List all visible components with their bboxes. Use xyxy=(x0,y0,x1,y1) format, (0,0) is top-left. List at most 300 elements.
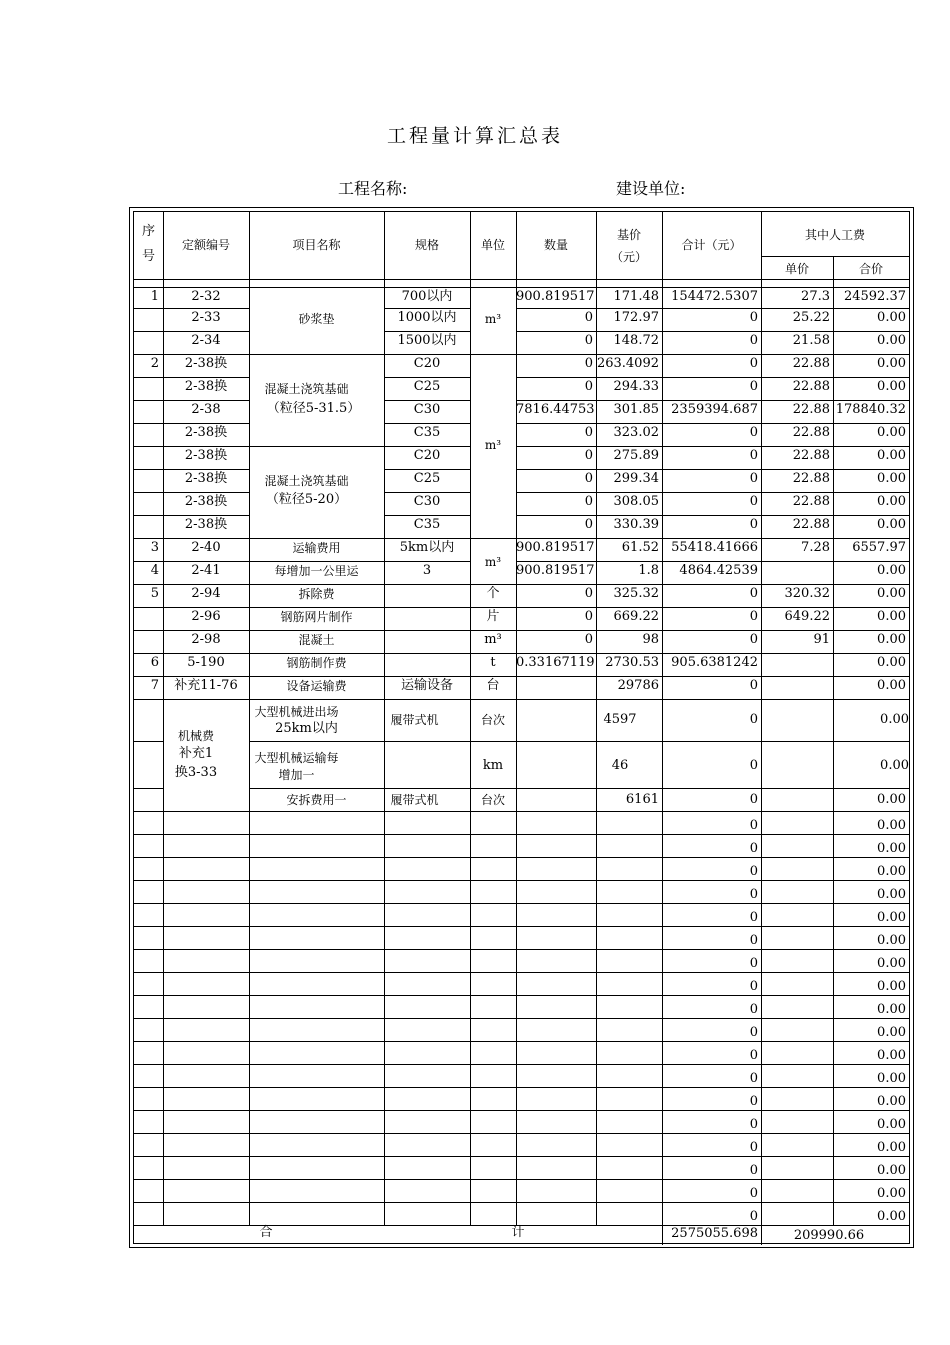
row-line xyxy=(384,331,470,332)
row-line xyxy=(134,423,163,424)
labor-total: 0.00 xyxy=(877,356,906,371)
row-line xyxy=(596,903,662,904)
row-line xyxy=(833,926,909,927)
row-line xyxy=(761,1041,833,1042)
quota-code: 2-34 xyxy=(191,333,221,348)
row-line xyxy=(163,1064,249,1065)
row-line xyxy=(761,1133,833,1134)
row-line xyxy=(596,1064,662,1065)
empty-row-total: 0 xyxy=(749,1025,758,1040)
row-line xyxy=(163,1202,249,1203)
row-line xyxy=(596,538,662,539)
row-line xyxy=(470,584,516,585)
row-line xyxy=(249,653,384,654)
row-line xyxy=(134,354,163,355)
row-line xyxy=(163,1225,249,1226)
row-line xyxy=(249,538,384,539)
labor-total: 0.00 xyxy=(877,517,906,532)
group-name: 混凝土浇筑基础 xyxy=(264,382,349,396)
row-line xyxy=(384,949,470,950)
row-line xyxy=(596,1225,662,1226)
row-line xyxy=(384,811,470,812)
row-line xyxy=(516,423,596,424)
row-line xyxy=(662,400,761,401)
row-line xyxy=(662,903,761,904)
table-frame xyxy=(129,207,914,1248)
row-line xyxy=(761,607,833,608)
item-name: 运输费用 xyxy=(292,541,341,555)
row-line xyxy=(384,741,470,742)
item-price: 301.85 xyxy=(613,402,659,417)
labor-unit: 27.3 xyxy=(801,289,830,304)
row-line xyxy=(134,492,163,493)
row-line xyxy=(516,1064,596,1065)
row-line xyxy=(516,538,596,539)
row-line xyxy=(833,1064,909,1065)
row-line xyxy=(516,788,596,789)
row-line xyxy=(163,584,249,585)
labor-total: 178840.32 xyxy=(835,402,906,417)
row-line xyxy=(662,1133,761,1134)
item-price: 669.22 xyxy=(613,609,659,624)
row-line xyxy=(134,1018,163,1019)
row-line xyxy=(833,972,909,973)
row-number: 6 xyxy=(150,655,159,670)
row-line xyxy=(516,741,596,742)
row-line xyxy=(596,1018,662,1019)
row-line xyxy=(833,492,909,493)
row-line xyxy=(761,1087,833,1088)
row-line xyxy=(134,1041,163,1042)
group-unit: m³ xyxy=(484,555,502,569)
row-line xyxy=(470,880,516,881)
labor-total: 0.00 xyxy=(877,471,906,486)
row-line xyxy=(516,561,596,562)
item-qty: 0 xyxy=(584,379,593,394)
row-line xyxy=(134,1064,163,1065)
row-line xyxy=(833,741,909,742)
labor-unit: 22.88 xyxy=(792,402,830,417)
row-line xyxy=(833,607,909,608)
row-line xyxy=(134,331,163,332)
row-line xyxy=(163,287,249,288)
labor-total: 0.00 xyxy=(877,655,906,670)
row-line xyxy=(833,1041,909,1042)
item-spec: 1500以内 xyxy=(397,333,457,348)
row-line xyxy=(384,903,470,904)
quota-code: 2-94 xyxy=(191,586,221,601)
row-line xyxy=(833,1133,909,1134)
row-line xyxy=(516,1202,596,1203)
row-line xyxy=(596,331,662,332)
row-line xyxy=(163,607,249,608)
item-total: 0 xyxy=(749,678,758,693)
empty-row-labor-total: 0.00 xyxy=(877,1071,906,1086)
item-name: 拆除费 xyxy=(298,587,335,601)
row-line xyxy=(163,492,249,493)
row-line xyxy=(249,1202,384,1203)
row-line xyxy=(761,423,833,424)
row-line xyxy=(516,287,596,288)
row-line xyxy=(163,995,249,996)
item-price: 171.48 xyxy=(613,289,659,304)
row-line xyxy=(833,880,909,881)
row-line xyxy=(833,676,909,677)
row-line xyxy=(833,1179,909,1180)
row-line xyxy=(761,446,833,447)
row-line xyxy=(761,1202,833,1203)
row-line xyxy=(249,811,384,812)
row-line xyxy=(249,446,384,447)
row-line xyxy=(470,857,516,858)
row-line xyxy=(163,377,249,378)
row-line xyxy=(596,788,662,789)
row-line xyxy=(134,538,163,539)
row-line xyxy=(833,1087,909,1088)
row-line xyxy=(516,834,596,835)
row-line xyxy=(833,1156,909,1157)
row-line xyxy=(249,1156,384,1157)
item-total: 154472.5307 xyxy=(671,289,758,304)
row-line xyxy=(163,699,249,700)
row-line xyxy=(761,584,833,585)
row-line xyxy=(516,515,596,516)
empty-row-labor-total: 0.00 xyxy=(877,979,906,994)
row-line xyxy=(596,1133,662,1134)
row-line xyxy=(470,903,516,904)
row-line xyxy=(249,630,384,631)
row-line xyxy=(516,446,596,447)
row-line xyxy=(833,1225,909,1226)
row-line xyxy=(833,400,909,401)
header-unit: 单位 xyxy=(480,238,505,252)
labor-unit: 22.88 xyxy=(792,517,830,532)
item-unit: 个 xyxy=(486,586,500,601)
item-spec: C20 xyxy=(413,356,441,371)
row-line xyxy=(384,1225,470,1226)
row-line xyxy=(761,1156,833,1157)
row-line xyxy=(662,788,761,789)
empty-row-total: 0 xyxy=(749,1071,758,1086)
row-line xyxy=(163,903,249,904)
empty-row-total: 0 xyxy=(749,1140,758,1155)
row-line xyxy=(833,538,909,539)
row-line xyxy=(384,972,470,973)
row-line xyxy=(596,972,662,973)
row-line xyxy=(761,538,833,539)
client-label: 建设单位: xyxy=(616,179,686,198)
row-line xyxy=(163,811,249,812)
row-line xyxy=(134,377,163,378)
row-line xyxy=(833,561,909,562)
row-line xyxy=(249,1087,384,1088)
item-spec: C35 xyxy=(413,425,441,440)
row-line xyxy=(163,926,249,927)
labor-unit: 320.32 xyxy=(784,586,830,601)
row-line xyxy=(662,949,761,950)
quota-code: 2-33 xyxy=(191,310,221,325)
item-total: 0 xyxy=(749,379,758,394)
item-price: 299.34 xyxy=(613,471,659,486)
row-line xyxy=(596,423,662,424)
row-line xyxy=(470,788,516,789)
item-spec: 履带式机 xyxy=(390,793,439,807)
row-line xyxy=(134,676,163,677)
row-line xyxy=(596,1202,662,1203)
quota-code: 2-38换 xyxy=(184,356,228,371)
item-spec: C20 xyxy=(413,448,441,463)
row-line xyxy=(662,676,761,677)
item-unit: m³ xyxy=(484,632,502,647)
item-qty: 0 xyxy=(584,425,593,440)
row-line xyxy=(596,1087,662,1088)
row-line xyxy=(249,995,384,996)
item-price: 46 xyxy=(611,758,629,773)
row-line xyxy=(761,630,833,631)
row-line xyxy=(516,653,596,654)
empty-row-labor-total: 0.00 xyxy=(877,910,906,925)
row-line xyxy=(596,607,662,608)
row-line xyxy=(134,287,163,288)
item-price: 263.4092 xyxy=(596,356,659,371)
row-line xyxy=(163,630,249,631)
quota-code: 2-40 xyxy=(191,540,221,555)
row-line xyxy=(163,469,249,470)
row-line xyxy=(134,699,163,700)
row-line xyxy=(596,492,662,493)
row-line xyxy=(596,995,662,996)
empty-row-total: 0 xyxy=(749,910,758,925)
row-line xyxy=(596,308,662,309)
row-line xyxy=(470,676,516,677)
row-line xyxy=(163,949,249,950)
item-unit: 片 xyxy=(486,609,500,624)
labor-subheader-line xyxy=(761,256,909,257)
row-line xyxy=(249,607,384,608)
row-line xyxy=(163,515,249,516)
item-unit: 台次 xyxy=(480,793,505,807)
row-line xyxy=(516,331,596,332)
row-line xyxy=(134,653,163,654)
grand-total: 2575055.698 xyxy=(671,1226,758,1241)
row-line xyxy=(761,903,833,904)
row-line xyxy=(516,1041,596,1042)
row-line xyxy=(470,653,516,654)
row-line xyxy=(249,354,384,355)
row-line xyxy=(761,926,833,927)
row-line xyxy=(384,630,470,631)
row-line xyxy=(163,972,249,973)
row-line xyxy=(384,1156,470,1157)
row-line xyxy=(761,699,833,700)
item-unit: 台 xyxy=(486,678,500,693)
empty-row-labor-total: 0.00 xyxy=(877,933,906,948)
row-line xyxy=(662,331,761,332)
header-labor-group: 其中人工费 xyxy=(804,228,865,242)
row-line xyxy=(516,949,596,950)
row-line xyxy=(662,561,761,562)
row-line xyxy=(384,653,470,654)
empty-row-total: 0 xyxy=(749,1002,758,1017)
row-line xyxy=(249,561,384,562)
row-line xyxy=(470,287,516,288)
row-line xyxy=(662,538,761,539)
row-line xyxy=(134,607,163,608)
empty-row-total: 0 xyxy=(749,1163,758,1178)
item-spec: C25 xyxy=(413,471,441,486)
row-line xyxy=(384,1087,470,1088)
row-line xyxy=(833,1110,909,1111)
row-line xyxy=(662,653,761,654)
row-line xyxy=(249,1064,384,1065)
row-line xyxy=(596,857,662,858)
empty-row-labor-total: 0.00 xyxy=(877,841,906,856)
row-line xyxy=(134,515,163,516)
item-name: 大型机械运输每 xyxy=(254,751,339,765)
row-line xyxy=(662,377,761,378)
empty-row-total: 0 xyxy=(749,1117,758,1132)
row-line xyxy=(833,377,909,378)
item-unit: t xyxy=(490,655,496,670)
quota-code: 2-38换 xyxy=(184,448,228,463)
empty-row-labor-total: 0.00 xyxy=(877,1163,906,1178)
item-price: 98 xyxy=(642,632,659,647)
quota-code: 2-38换 xyxy=(184,494,228,509)
row-line xyxy=(662,1064,761,1065)
item-name: 安拆费用一 xyxy=(286,793,347,807)
row-line xyxy=(134,446,163,447)
row-line xyxy=(833,287,909,288)
special-code: 机械费 xyxy=(177,729,214,743)
page-title: 工程量计算汇总表 xyxy=(386,125,563,147)
row-line xyxy=(596,561,662,562)
row-line xyxy=(134,469,163,470)
row-line xyxy=(516,377,596,378)
row-line xyxy=(134,949,163,950)
header-spec: 规格 xyxy=(414,238,439,252)
item-price: 29786 xyxy=(617,678,659,693)
row-line xyxy=(761,949,833,950)
item-spec: 700以内 xyxy=(401,289,453,304)
empty-row-total: 0 xyxy=(749,1048,758,1063)
empty-row-labor-total: 0.00 xyxy=(877,864,906,879)
row-line xyxy=(163,308,249,309)
item-price: 325.32 xyxy=(613,586,659,601)
footer-label: 计 xyxy=(511,1225,525,1240)
quota-code: 2-32 xyxy=(191,289,221,304)
row-line xyxy=(470,949,516,950)
item-spec: 5km以内 xyxy=(399,540,455,555)
empty-row-total: 0 xyxy=(749,818,758,833)
item-name: 钢筋制作费 xyxy=(286,656,347,670)
row-number: 2 xyxy=(150,356,159,371)
row-line xyxy=(163,1110,249,1111)
row-line xyxy=(470,741,516,742)
item-qty: 900.819517 xyxy=(516,540,595,555)
empty-row-labor-total: 0.00 xyxy=(877,1186,906,1201)
row-line xyxy=(516,1133,596,1134)
row-line xyxy=(662,995,761,996)
labor-unit: 22.88 xyxy=(792,379,830,394)
special-code: 补充1 xyxy=(178,746,214,761)
item-spec: 履带式机 xyxy=(390,713,439,727)
row-line xyxy=(662,926,761,927)
item-qty: 900.819517 xyxy=(516,289,595,304)
empty-row-labor-total: 0.00 xyxy=(877,818,906,833)
row-line xyxy=(516,584,596,585)
row-line xyxy=(163,1133,249,1134)
row-line xyxy=(833,630,909,631)
row-line xyxy=(384,308,470,309)
row-line xyxy=(833,423,909,424)
row-number: 3 xyxy=(150,540,159,555)
row-line xyxy=(384,1041,470,1042)
row-line xyxy=(662,880,761,881)
row-line xyxy=(470,811,516,812)
header-code: 定额编号 xyxy=(181,238,230,252)
row-line xyxy=(249,834,384,835)
row-line xyxy=(163,1087,249,1088)
row-line xyxy=(163,653,249,654)
item-price: 61.52 xyxy=(621,540,659,555)
row-line xyxy=(384,788,470,789)
item-price: 294.33 xyxy=(613,379,659,394)
labor-total: 0.00 xyxy=(877,494,906,509)
row-line xyxy=(470,1156,516,1157)
item-unit: 台次 xyxy=(480,713,505,727)
labor-unit: 7.28 xyxy=(801,540,830,555)
labor-total: 6557.97 xyxy=(852,540,906,555)
item-price: 323.02 xyxy=(613,425,659,440)
empty-row-total: 0 xyxy=(749,956,758,971)
group-name: （粒径5-31.5） xyxy=(266,401,361,416)
row-line xyxy=(516,699,596,700)
row-line xyxy=(470,1225,516,1226)
row-line xyxy=(384,1110,470,1111)
item-total: 55418.41666 xyxy=(671,540,758,555)
row-line xyxy=(761,676,833,677)
row-line xyxy=(596,515,662,516)
row-line xyxy=(761,1018,833,1019)
header-labor-unit: 单价 xyxy=(784,262,809,276)
row-line xyxy=(662,287,761,288)
item-name: 设备运输费 xyxy=(286,679,347,693)
row-line xyxy=(470,538,516,539)
item-total: 0 xyxy=(749,471,758,486)
row-line xyxy=(470,1110,516,1111)
row-line xyxy=(163,1041,249,1042)
row-line xyxy=(470,834,516,835)
row-line xyxy=(134,1225,163,1226)
item-total: 0 xyxy=(749,586,758,601)
row-line xyxy=(833,354,909,355)
row-line xyxy=(761,354,833,355)
header-name: 项目名称 xyxy=(292,238,341,252)
labor-unit: 25.22 xyxy=(792,310,830,325)
empty-row-total: 0 xyxy=(749,1209,758,1224)
labor-total: 0.00 xyxy=(877,609,906,624)
quota-code: 2-38换 xyxy=(184,517,228,532)
row-line xyxy=(833,584,909,585)
labor-total: 0.00 xyxy=(877,586,906,601)
row-line xyxy=(134,880,163,881)
empty-row-total: 0 xyxy=(749,864,758,879)
row-line xyxy=(134,630,163,631)
row-line xyxy=(833,995,909,996)
row-line xyxy=(249,699,384,700)
row-line xyxy=(163,1018,249,1019)
row-line xyxy=(516,926,596,927)
